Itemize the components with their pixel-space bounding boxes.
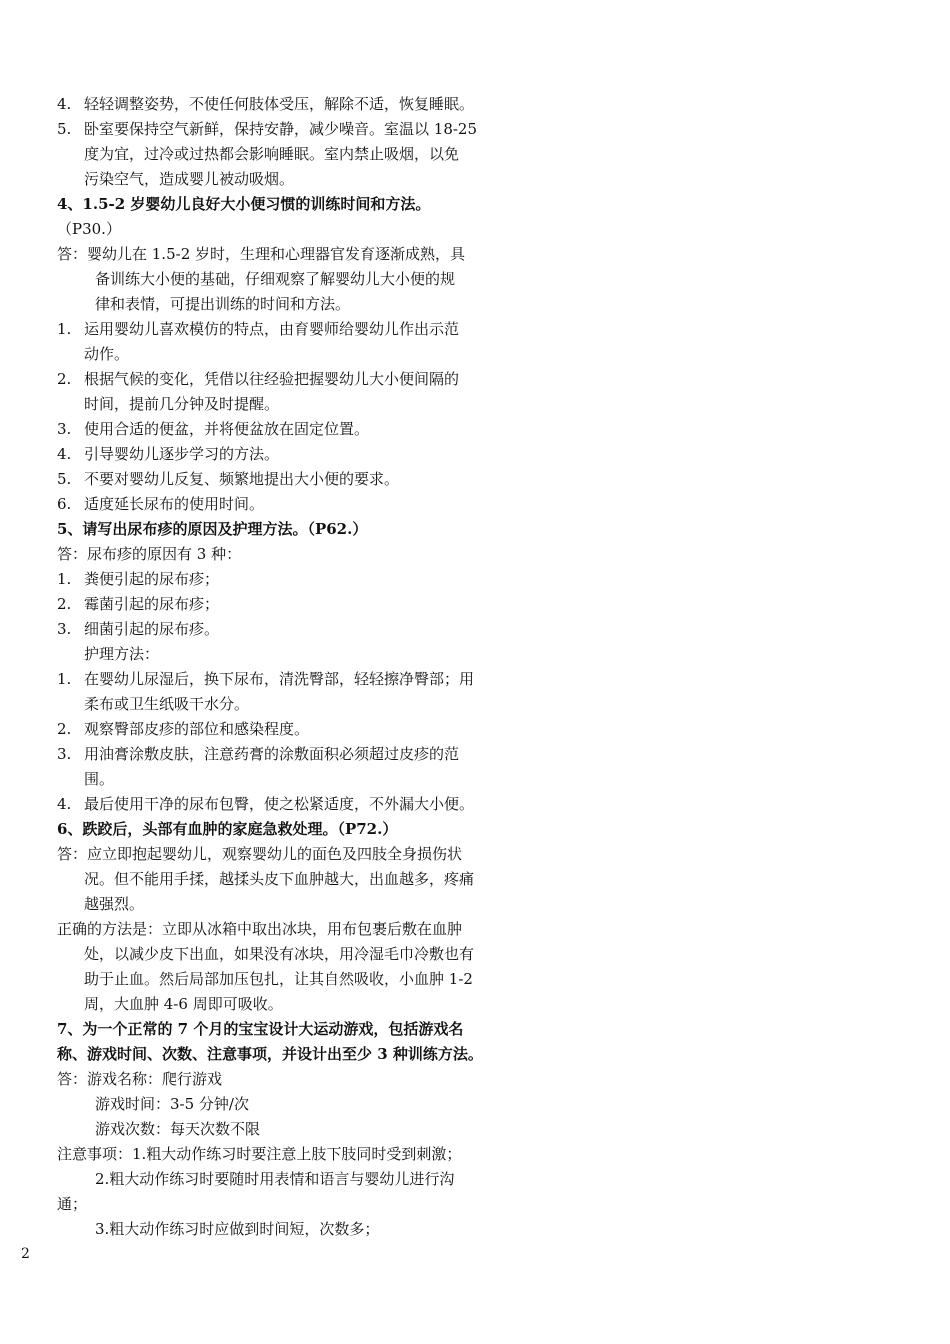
list-item — [57, 92, 527, 117]
list-item-number: 4. — [57, 795, 72, 813]
list-item — [57, 667, 527, 692]
continuation-line: 护理方法： — [84, 645, 160, 663]
list-item-text: 细菌引起的尿布疹。 — [84, 620, 220, 638]
continuation-line: 律和表情，可提出训练的时间和方法。 — [95, 295, 351, 313]
continuation-line: 助于止血。然后局部加压包扎，让其自然吸收，小血肿 1-2 — [84, 970, 473, 988]
list-item-number: 1. — [57, 670, 72, 688]
continuation-line: 时间，提前几分钟及时提醒。 — [84, 395, 280, 413]
document-body — [57, 92, 527, 1242]
list-item-number: 2. — [57, 595, 72, 613]
list-item-text: 最后使用干净的尿布包臀，使之松紧适度，不外漏大小便。 — [84, 795, 475, 813]
list-item — [57, 742, 527, 767]
continuation-line: 况。但不能用手揉，越揉头皮下血肿越大，出血越多，疼痛 — [84, 870, 475, 888]
list-item-number: 2. — [57, 720, 72, 738]
continuation-line: 游戏时间：3-5 分钟/次 — [95, 1095, 249, 1113]
continuation-line: 备训练大小便的基础，仔细观察了解婴幼儿大小便的规 — [95, 270, 456, 288]
list-item — [57, 717, 527, 742]
list-item-text: 引导婴幼儿逐步学习的方法。 — [84, 445, 280, 463]
list-item — [57, 567, 527, 592]
list-item-text: 粪便引起的尿布疹； — [84, 570, 220, 588]
list-item-text: 霉菌引起的尿布疹； — [84, 595, 220, 613]
continuation-line: 3.粗大动作练习时应做到时间短，次数多； — [95, 1220, 380, 1238]
list-item-number: 2. — [57, 370, 72, 388]
question-heading: 4、1.5-2 岁婴幼儿良好大小便习惯的训练时间和方法。 — [57, 195, 431, 213]
text-line: 答：婴幼儿在 1.5-2 岁时，生理和心理器官发育逐渐成熟，具 — [57, 245, 466, 263]
list-item — [57, 492, 527, 517]
page-number: 2 — [21, 1246, 30, 1262]
list-item — [57, 792, 527, 817]
list-item-number: 1. — [57, 570, 72, 588]
continuation-line: 动作。 — [84, 345, 130, 363]
text-line: 通； — [57, 1195, 88, 1213]
list-item-text: 轻轻调整姿势，不使任何肢体受压，解除不适，恢复睡眠。 — [84, 95, 475, 113]
continuation-line: 柔布或卫生纸吸干水分。 — [84, 695, 250, 713]
list-item-number: 5. — [57, 470, 72, 488]
list-item — [57, 592, 527, 617]
list-item-number: 5. — [57, 120, 72, 138]
list-item-number: 4. — [57, 445, 72, 463]
list-item-number: 1. — [57, 320, 72, 338]
list-item-number: 3. — [57, 420, 72, 438]
list-item-text: 观察臀部皮疹的部位和感染程度。 — [84, 720, 310, 738]
question-heading: 5、请写出尿布疹的原因及护理方法。（P62.） — [57, 520, 368, 538]
list-item-text: 使用合适的便盆，并将便盆放在固定位置。 — [84, 420, 370, 438]
continuation-line: 处，以减少皮下出血，如果没有冰块，用冷湿毛巾冷敷也有 — [84, 945, 475, 963]
list-item-text: 用油膏涂敷皮肤，注意药膏的涂敷面积必须超过皮疹的范 — [84, 745, 460, 763]
text-line: 答：游戏名称：爬行游戏 — [57, 1070, 223, 1088]
list-item-text: 在婴幼儿尿湿后，换下尿布，清洗臀部，轻轻擦净臀部；用 — [84, 670, 475, 688]
list-item — [57, 367, 527, 392]
list-item-text: 运用婴幼儿喜欢模仿的特点，由育婴师给婴幼儿作出示范 — [84, 320, 460, 338]
continuation-line: 周，大血肿 4-6 周即可吸收。 — [84, 995, 283, 1013]
text-line: 正确的方法是：立即从冰箱中取出冰块，用布包裹后敷在血肿 — [57, 920, 463, 938]
list-item — [57, 417, 527, 442]
question-heading: 6、跌跤后，头部有血肿的家庭急救处理。（P72.） — [57, 820, 398, 838]
continuation-line: 越强烈。 — [84, 895, 145, 913]
list-item — [57, 117, 527, 142]
question-heading: 7、为一个正常的 7 个月的宝宝设计大运动游戏，包括游戏名 — [57, 1020, 464, 1038]
list-item-number: 6. — [57, 495, 72, 513]
continuation-line: 污染空气，造成婴儿被动吸烟。 — [84, 170, 295, 188]
list-item — [57, 442, 527, 467]
continuation-line: 2.粗大动作练习时要随时用表情和语言与婴幼儿进行沟 — [95, 1170, 455, 1188]
list-item — [57, 467, 527, 492]
list-item-text: 不要对婴幼儿反复、频繁地提出大小便的要求。 — [84, 470, 400, 488]
continuation-line: 围。 — [84, 770, 115, 788]
list-item-text: 根据气候的变化，凭借以往经验把握婴幼儿大小便间隔的 — [84, 370, 460, 388]
text-line: 答：应立即抱起婴幼儿，观察婴幼儿的面色及四肢全身损伤状 — [57, 845, 463, 863]
list-item — [57, 317, 527, 342]
text-line: 答：尿布疹的原因有 3 种： — [57, 545, 242, 563]
continuation-line: 度为宜，过冷或过热都会影响睡眠。室内禁止吸烟，以免 — [84, 145, 460, 163]
list-item-number: 4. — [57, 95, 72, 113]
text-line: （P30.） — [57, 220, 121, 238]
text-line: 注意事项：1.粗大动作练习时要注意上肢下肢同时受到刺激； — [57, 1145, 462, 1163]
continuation-line: 游戏次数：每天次数不限 — [95, 1120, 261, 1138]
list-item-text: 卧室要保持空气新鲜，保持安静，减少噪音。室温以 18-25 — [84, 120, 478, 138]
list-item — [57, 617, 527, 642]
question-heading: 称、游戏时间、次数、注意事项，并设计出至少 3 种训练方法。 — [57, 1045, 483, 1063]
list-item-text: 适度延长尿布的使用时间。 — [84, 495, 265, 513]
list-item-number: 3. — [57, 745, 72, 763]
list-item-number: 3. — [57, 620, 72, 638]
